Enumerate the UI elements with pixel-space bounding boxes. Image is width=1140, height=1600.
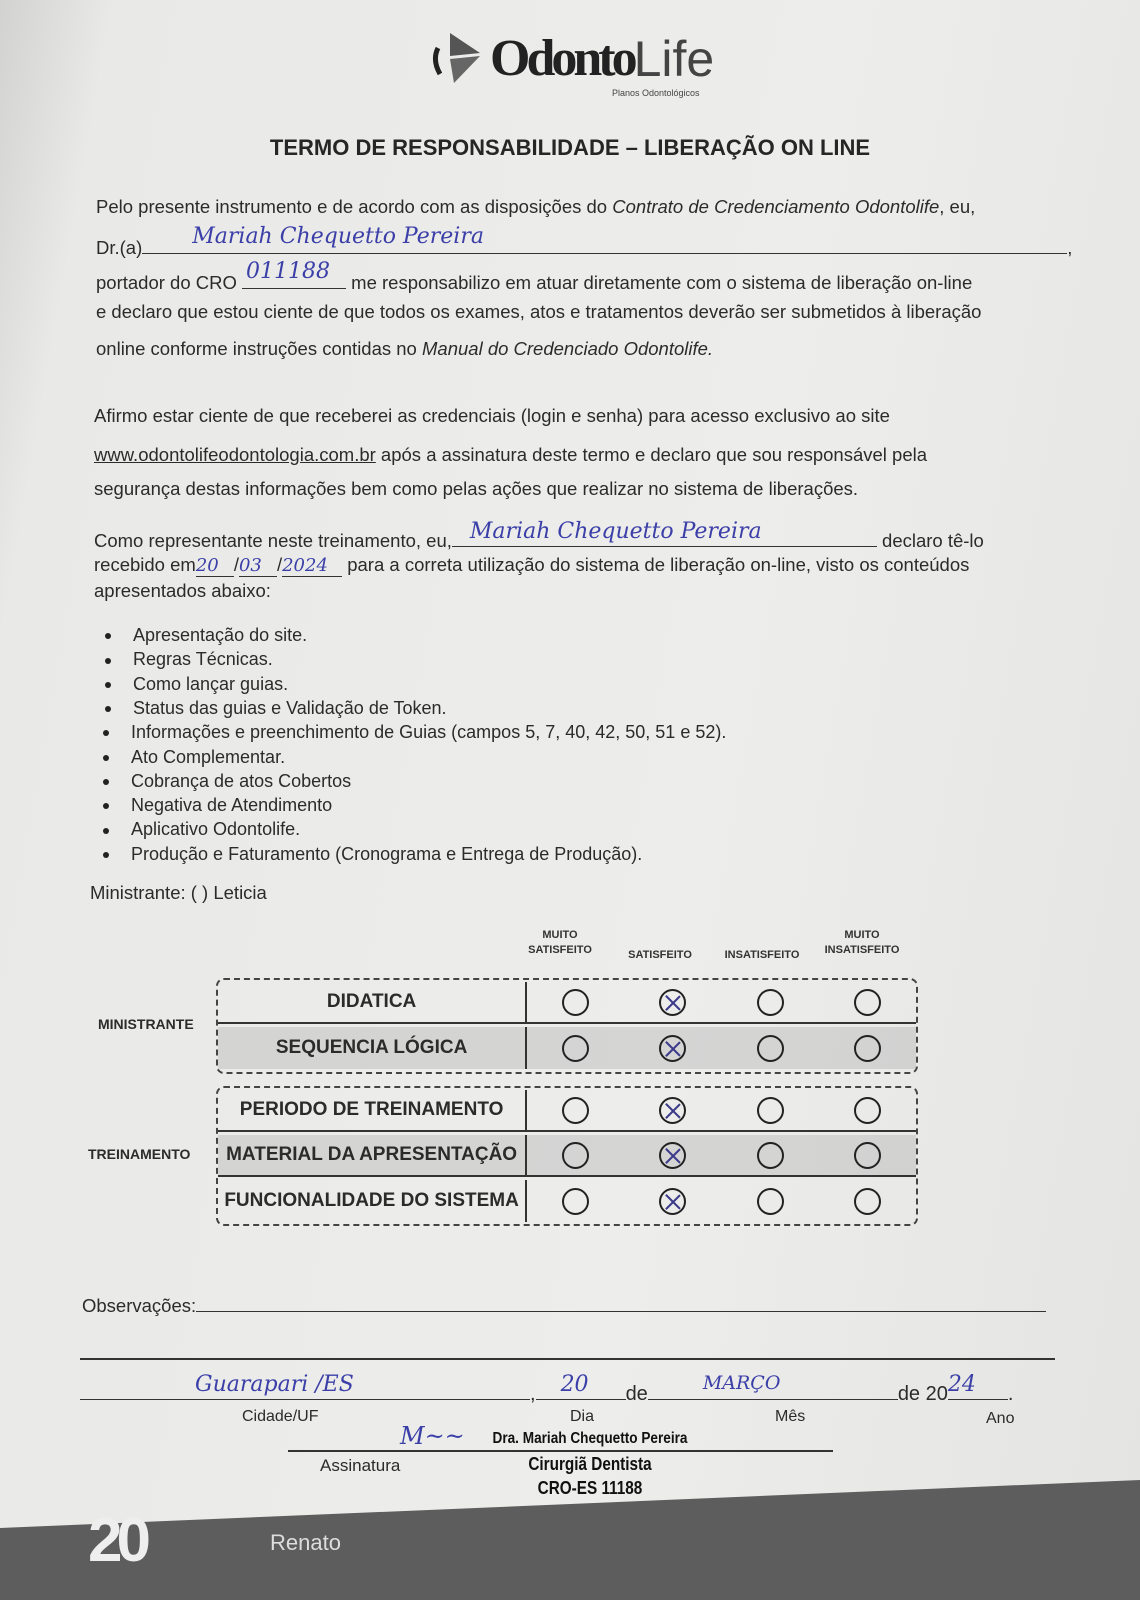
- topic-item: [105, 674, 288, 695]
- p1-line1: Pelo presente instrumento e de acordo com as disposições do Contrato de Credenciamento Odontolife, eu,: [96, 196, 976, 217]
- rating-radio[interactable]: [854, 989, 881, 1016]
- topic-text: Aplicativo Odontolife.: [131, 819, 301, 840]
- p1-line5: online conforme instruções contidas no Manual do Credenciado Odontolife.: [96, 338, 714, 359]
- bullet-icon: [103, 828, 109, 834]
- cro-handwritten: 011188: [246, 259, 330, 284]
- month-label: Mês: [775, 1408, 806, 1425]
- rating-radio[interactable]: [562, 1188, 589, 1215]
- topic-text: Ato Complementar.: [131, 746, 286, 767]
- year-label: Ano: [986, 1410, 1015, 1427]
- observacoes-line: [80, 1358, 1055, 1360]
- handwritten-signature: M~~: [400, 1422, 465, 1450]
- survey-row: [218, 1180, 916, 1222]
- rating-radio[interactable]: [757, 989, 784, 1016]
- document-title: TERMO DE RESPONSABILIDADE – LIBERAÇÃO ON LINE: [269, 135, 871, 160]
- survey-column-header: INSATISFEITO: [724, 949, 800, 961]
- stamp-title: Cirurgiã Dentista: [528, 1454, 652, 1474]
- observacoes-field: Observações:: [82, 1295, 1046, 1317]
- place-date-line: Guarapari /ES , 20 de MARÇO de 20 24 .: [80, 1376, 1013, 1406]
- city-label: Cidade/UF: [242, 1408, 319, 1425]
- rating-radio[interactable]: [562, 1035, 589, 1062]
- topic-text: Apresentação do site.: [133, 625, 308, 645]
- cro-line: portador do CRO 011188 me responsabilizo em atuar diretamente com o sistema de liberação on-line: [96, 259, 973, 293]
- logo-mark-icon: [430, 28, 490, 88]
- p1-line4: e declaro que estou ciente de que todos os exames, atos e tratamentos deverão ser submetidos à liberação: [96, 301, 982, 322]
- representative-name-handwritten: Mariah Chequetto Pereira: [469, 519, 762, 544]
- signature-label: Assinatura: [320, 1456, 401, 1475]
- topic-text: Negativa de Atendimento: [131, 795, 333, 816]
- topic-text: Como lançar guias.: [133, 673, 289, 694]
- odontolife-logo: [430, 28, 715, 98]
- topic-text: Regras Técnicas.: [133, 649, 273, 670]
- p2-line1: Afirmo estar ciente de que receberei as credenciais (login e senha) para acesso exclusivo ao site: [94, 405, 890, 426]
- topic-text: Cobrança de atos Cobertos: [131, 770, 352, 791]
- survey-row: [218, 1135, 916, 1177]
- bullet-icon: [103, 730, 109, 736]
- topic-item: [103, 795, 332, 816]
- logo-tagline: Planos Odontológicos: [612, 88, 700, 98]
- topic-item: [103, 722, 726, 743]
- footer-name: Renato: [270, 1530, 341, 1555]
- stamp-name: Dra. Mariah Chequetto Pereira: [492, 1430, 688, 1447]
- logo-text-bold: Odonto: [490, 30, 634, 87]
- rating-radio[interactable]: [854, 1035, 881, 1062]
- dr-name-handwritten: Mariah Chequetto Pereira: [192, 224, 484, 249]
- rating-radio[interactable]: [854, 1142, 881, 1169]
- topic-text: Informações e preenchimento de Guias (campos 5, 7, 40, 42, 50, 51 e 52).: [131, 722, 727, 743]
- p3-line1: Como representante neste treinamento, eu, Mariah Chequetto Pereira declaro tê-lo: [94, 519, 984, 551]
- topic-item: [103, 771, 351, 792]
- rating-radio[interactable]: [757, 1188, 784, 1215]
- stamp-cro: CRO-ES 11188: [537, 1478, 643, 1498]
- rating-radio[interactable]: [854, 1097, 881, 1124]
- survey-group-label: TREINAMENTO: [88, 1146, 191, 1162]
- topic-text: Produção e Faturamento (Cronograma e Entrega de Produção).: [131, 843, 643, 864]
- survey-row-label: MATERIAL DA APRESENTAÇÃO: [218, 1135, 527, 1175]
- survey-row: [218, 1027, 916, 1069]
- survey-column-header: MUITO INSATISFEITO: [824, 929, 900, 956]
- topic-item: [103, 844, 642, 865]
- rating-radio[interactable]: [854, 1188, 881, 1215]
- topic-text: Status das guias e Validação de Token.: [133, 697, 447, 718]
- bullet-icon: [105, 706, 111, 712]
- rating-radio[interactable]: [562, 989, 589, 1016]
- survey-column-header: SATISFEITO: [628, 949, 692, 961]
- dr-field: Dr.(a) Mariah Chequetto Pereira ,: [96, 224, 1073, 258]
- bullet-icon: [103, 852, 109, 858]
- bullet-icon: [103, 803, 109, 809]
- rating-radio[interactable]: [659, 1188, 686, 1215]
- rating-radio[interactable]: [562, 1097, 589, 1124]
- rating-radio[interactable]: [659, 1035, 686, 1062]
- topic-item: [105, 625, 307, 646]
- rating-radio[interactable]: [757, 1142, 784, 1169]
- logo-text-light: Life: [633, 31, 715, 87]
- rating-radio[interactable]: [757, 1035, 784, 1062]
- bullet-icon: [105, 682, 111, 688]
- survey-row-label: PERIODO DE TREINAMENTO: [218, 1090, 527, 1130]
- rating-radio[interactable]: [757, 1097, 784, 1124]
- p2-line3: segurança destas informações bem como pelas ações que realizar no sistema de liberações.: [94, 478, 859, 499]
- survey-group-label: MINISTRANTE: [98, 1016, 194, 1032]
- p3-line3: apresentados abaixo:: [94, 580, 271, 601]
- footer-badge: 20: [88, 1506, 145, 1575]
- ministrante-line: Ministrante: ( ) Leticia: [90, 882, 267, 903]
- day-label: Dia: [570, 1408, 595, 1425]
- rating-radio[interactable]: [562, 1142, 589, 1169]
- site-link[interactable]: www.odontolifeodontologia.com.br: [94, 444, 376, 465]
- survey-row-label: SEQUENCIA LÓGICA: [218, 1027, 527, 1069]
- topic-item: [103, 819, 300, 840]
- bullet-icon: [103, 755, 109, 761]
- bullet-icon: [103, 779, 109, 785]
- p2-line2: www.odontolifeodontologia.com.br após a assinatura deste termo e declaro que sou responsável pela: [94, 444, 928, 465]
- bullet-icon: [105, 633, 111, 639]
- topic-item: [105, 698, 447, 719]
- survey-row: [218, 982, 916, 1024]
- survey-column-header: MUITO SATISFEITO: [528, 929, 592, 956]
- survey-row-label: DIDATICA: [218, 982, 527, 1022]
- topic-item: [103, 747, 285, 768]
- p3-line2: recebido em20 /03 /2024 para a correta utilização do sistema de liberação on-line, visto os conteúdos: [94, 554, 970, 576]
- topic-item: [105, 649, 273, 670]
- survey-row: [218, 1090, 916, 1132]
- signature-line: [288, 1450, 833, 1452]
- bullet-icon: [105, 658, 111, 664]
- survey-row-label: FUNCIONALIDADE DO SISTEMA: [218, 1180, 527, 1222]
- rating-radio[interactable]: [659, 989, 686, 1016]
- rating-radio[interactable]: [659, 1097, 686, 1124]
- rating-radio[interactable]: [659, 1142, 686, 1169]
